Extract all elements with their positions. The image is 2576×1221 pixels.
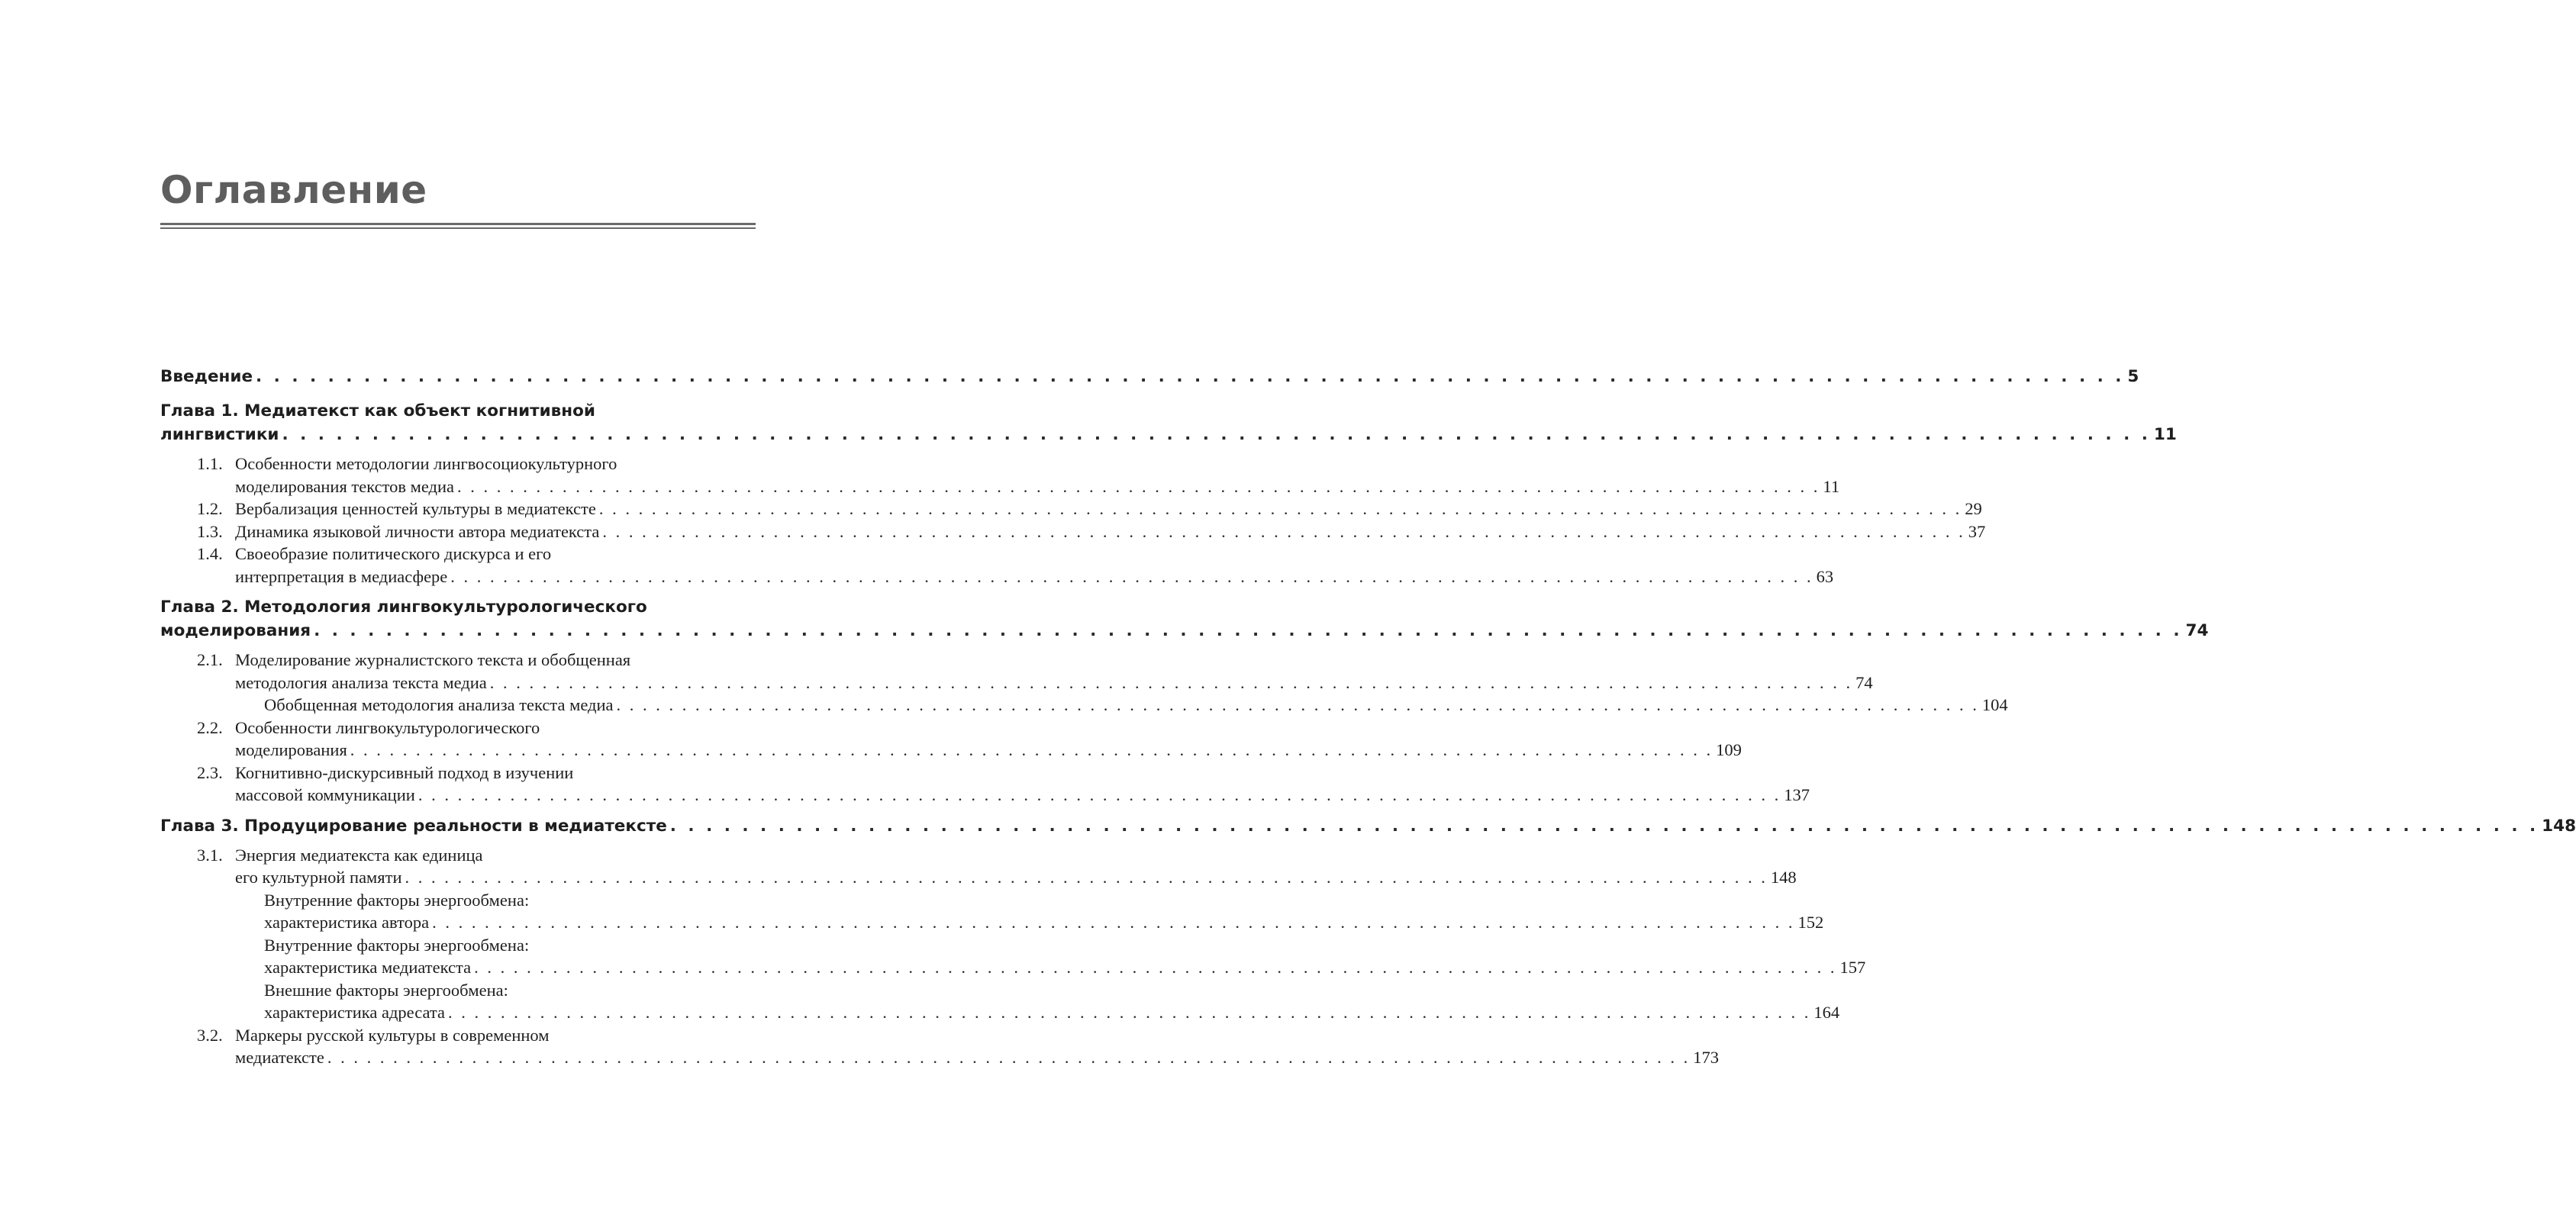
subsection-title-line1: Внутренние факторы энергообмена:: [264, 890, 530, 910]
section-number: 3.1.: [197, 845, 223, 865]
chapter-group: [160, 399, 2177, 588]
dot-leader: [418, 784, 1781, 807]
section-number: 1.3.: [197, 521, 223, 541]
dot-leader: [670, 814, 2539, 838]
chapter-title-line1: Глава 2. Методология лингвокультурологического: [160, 598, 647, 617]
dot-leader: [457, 475, 1820, 498]
dot-leader: [474, 956, 1836, 979]
section-number: 2.2.: [197, 717, 223, 737]
toc-section-1-3[interactable]: [160, 520, 1986, 543]
page-number: 173: [1693, 1048, 1719, 1067]
chapter-title: Глава 3. Продуцирование реальности в медиатексте: [160, 816, 667, 836]
subsection-title-line2: характеристика автора: [264, 913, 430, 932]
toc-subsection-2-1-a[interactable]: [160, 694, 2008, 717]
toc-section-2-1[interactable]: [160, 649, 1873, 694]
section-title-line2: его культурной памяти: [235, 868, 402, 887]
section-title-line2: методология анализа текста медиа: [235, 672, 487, 692]
page-number: 5: [2127, 367, 2139, 386]
page-number: 164: [1814, 1003, 1840, 1022]
toc-section-1-4[interactable]: [160, 543, 1834, 588]
page-number: 11: [2153, 425, 2177, 444]
section-title-line1: Особенности лингвокультурологического: [235, 717, 540, 737]
page-title: Оглавление: [160, 168, 427, 212]
chapter-group: [160, 595, 2209, 807]
section-title-line2: интерпретация в медиасфере: [235, 566, 448, 586]
section-title-line1: Своеобразие политического дискурса и его: [235, 544, 552, 563]
section-number: 3.2.: [197, 1025, 223, 1045]
page-number: 109: [1716, 740, 1742, 759]
page-number: 37: [1968, 521, 1986, 541]
dot-leader: [282, 423, 2151, 446]
section-number: 1.1.: [197, 454, 223, 473]
dot-leader: [448, 1001, 1810, 1024]
page-number: 74: [1855, 672, 1873, 692]
toc-section-3-2[interactable]: [160, 1024, 1719, 1069]
page-number: 148: [2542, 816, 2576, 836]
section-title-line2: моделирования: [235, 740, 347, 759]
dot-leader: [450, 565, 1813, 588]
section-title-line1: Энергия медиатекста как единица: [235, 845, 483, 865]
page-number: 157: [1839, 958, 1866, 977]
dot-leader: [490, 672, 1852, 694]
page-number: 29: [1965, 499, 1982, 518]
chapter-group: [160, 814, 2576, 1069]
page-number: 74: [2185, 621, 2209, 640]
section-title-line1: Маркеры русской культуры в современном: [235, 1025, 550, 1045]
title-rule-top: [160, 223, 756, 225]
section-title-line1: Особенности методологии лингвосоциокультурного: [235, 454, 617, 473]
page-number: 152: [1797, 913, 1824, 932]
page-number: 11: [1823, 476, 1840, 496]
subsection-title-line1: Внешние факторы энергообмена:: [264, 980, 508, 1000]
toc-section-1-2[interactable]: [160, 498, 1982, 520]
entry-title: Введение: [160, 367, 253, 386]
dot-leader: [602, 520, 1965, 543]
toc-section-1-1[interactable]: [160, 453, 1840, 498]
toc-chapter-3[interactable]: [160, 814, 2576, 838]
toc-subsection-3-1-c[interactable]: [160, 979, 1840, 1024]
dot-leader: [350, 739, 1713, 762]
section-number: 1.4.: [197, 544, 223, 563]
section-title-line2: медиатексте: [235, 1048, 324, 1067]
section-title: Вербализация ценностей культуры в медиатексте: [235, 499, 596, 518]
dot-leader: [432, 911, 1794, 934]
title-rule-bottom: [160, 227, 756, 229]
dot-leader: [405, 866, 1768, 889]
toc-chapter-2[interactable]: [160, 595, 2209, 643]
section-title-line1: Когнитивно-дискурсивный подход в изучении: [235, 762, 574, 782]
toc-entry-introduction[interactable]: [160, 365, 2139, 388]
toc-subsection-3-1-a[interactable]: [160, 889, 1824, 934]
subsection-title: Обобщенная методология анализа текста медиа: [264, 695, 614, 714]
dot-leader: [617, 694, 1979, 717]
toc-section-2-2[interactable]: [160, 717, 1742, 762]
subsection-title-line1: Внутренние факторы энергообмена:: [264, 935, 530, 955]
dot-leader: [256, 365, 2124, 388]
page-number: 104: [1981, 695, 2008, 714]
section-title: Динамика языковой личности автора медиатекста: [235, 521, 600, 541]
subsection-title-line2: характеристика адресата: [264, 1003, 445, 1022]
section-number: 2.3.: [197, 762, 223, 782]
chapter-title-line2: лингвистики: [160, 425, 279, 444]
toc-subsection-3-1-b[interactable]: [160, 934, 1866, 979]
chapter-title-line2: моделирования: [160, 621, 311, 640]
toc-chapter-1[interactable]: [160, 399, 2177, 446]
page-number: 137: [1784, 785, 1810, 804]
dot-leader: [314, 619, 2182, 643]
section-title-line2: массовой коммуникации: [235, 785, 415, 804]
page-number: 63: [1816, 566, 1834, 586]
section-number: 2.1.: [197, 650, 223, 669]
section-title-line1: Моделирование журналистского текста и обобщенная: [235, 650, 631, 669]
toc-section-2-3[interactable]: [160, 762, 1810, 807]
dot-leader: [327, 1046, 1690, 1069]
page-number: 148: [1770, 868, 1797, 887]
table-of-contents: [160, 365, 2576, 1077]
section-title-line2: моделирования текстов медиа: [235, 476, 455, 496]
dot-leader: [599, 498, 1962, 520]
chapter-title-line1: Глава 1. Медиатекст как объект когнитивной: [160, 401, 595, 420]
toc-section-3-1[interactable]: [160, 844, 1797, 889]
subsection-title-line2: характеристика медиатекста: [264, 958, 472, 977]
section-number: 1.2.: [197, 499, 223, 518]
